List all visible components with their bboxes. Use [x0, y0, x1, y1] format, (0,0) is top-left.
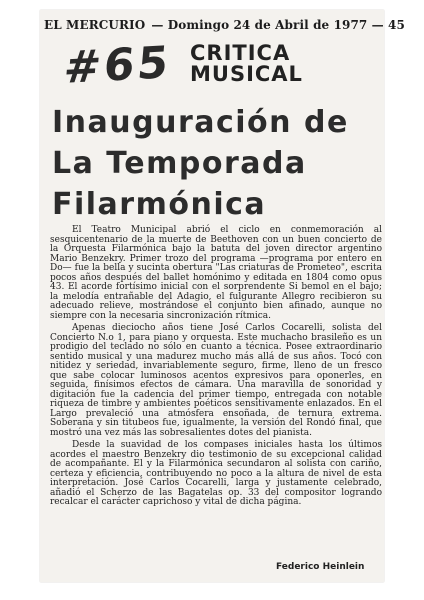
section-title-line-1: CRITICA [190, 41, 291, 65]
article-paragraph: Apenas dieciocho años tiene José Carlos Cocarelli, solista del Concierto N.o 1, para piano y orquesta. Este muchacho brasileño es un prodigio del teclado no sólo en cuanto a técnica. Posee extraordinario sentido musical y una madurez mucho más allá de sus años. Tocó con nitidez y seriedad, invariablemente seguro, firme, lleno de un fresco que sabe colocar luminosos acentos expresivos para oponerles, en seguida, finísimos efectos de cámara. Una maravilla de sonoridad y digitación fue la cadencia del primer tiempo, entregada con notable riqueza de timbre y ambientes poéticos sensitivamente enlazados. En el Largo prevaleció una atmósfera ensoñada, de ternura extrema. Soberana y sin titubeos fue, igualmente, la versión del Rondó final, que mostró una vez más las sobresalientes dotes del pianista. [50, 323, 382, 438]
article-paragraph: El Teatro Municipal abrió el ciclo en conmemoración al sesquicentenario de la muerte de Beethoven con un buen concierto de la Orquesta Filarmónica bajo la batuta del joven director argentino Mario Benzekry. Primer trozo del programa —programa por entero en Do— fue la bella y sucinta obertura "Las criaturas de Prometeo", escrita pocos años después del ballet homónimo y editada en 1804 como opus 43. El acorde fortísimo inicial con el sorprendente Si bemol en el bajo; la melodía entrañable del Adagio, el fulgurante Allegro recibieron su adecuado relieve, mostrándose el conjunto bien afinado, aunque no siempre con la necesaria sincronización rítmica. [50, 225, 382, 321]
section-title-line-2: MUSICAL [190, 62, 303, 86]
handwritten-annotation: #65 [61, 37, 174, 94]
masthead [44, 18, 405, 32]
headline-line-2: La Temporada [52, 146, 307, 181]
headline-line-3: Filarmónica [52, 187, 267, 222]
article-paragraph: Desde la suavidad de los compases iniciales hasta los últimos acordes el maestro Benzekry dio testimonio de su excepcional calidad de acompañante. El y la Filarmónica secundaron al solista con cariño, certeza y eficiencia, contribuyendo no poco a la altura de nivel de esta interpretación. José Carlos Cocarelli, larga y justamente celebrado, añadió el Scherzo de las Bagatelas op. 33 del compositor logrando recalcar el carácter caprichoso y vital de dicha página. [50, 440, 382, 507]
newspaper-name: EL MERCURIO [44, 18, 146, 32]
article-body [50, 226, 382, 508]
section-title [190, 43, 303, 85]
publication-date: — Domingo 24 de Abril de 1977 — 45 [151, 18, 405, 32]
headline-line-1: Inauguración de [52, 105, 349, 140]
headline [52, 102, 382, 225]
author-signature: Federico Heinlein [276, 562, 365, 572]
